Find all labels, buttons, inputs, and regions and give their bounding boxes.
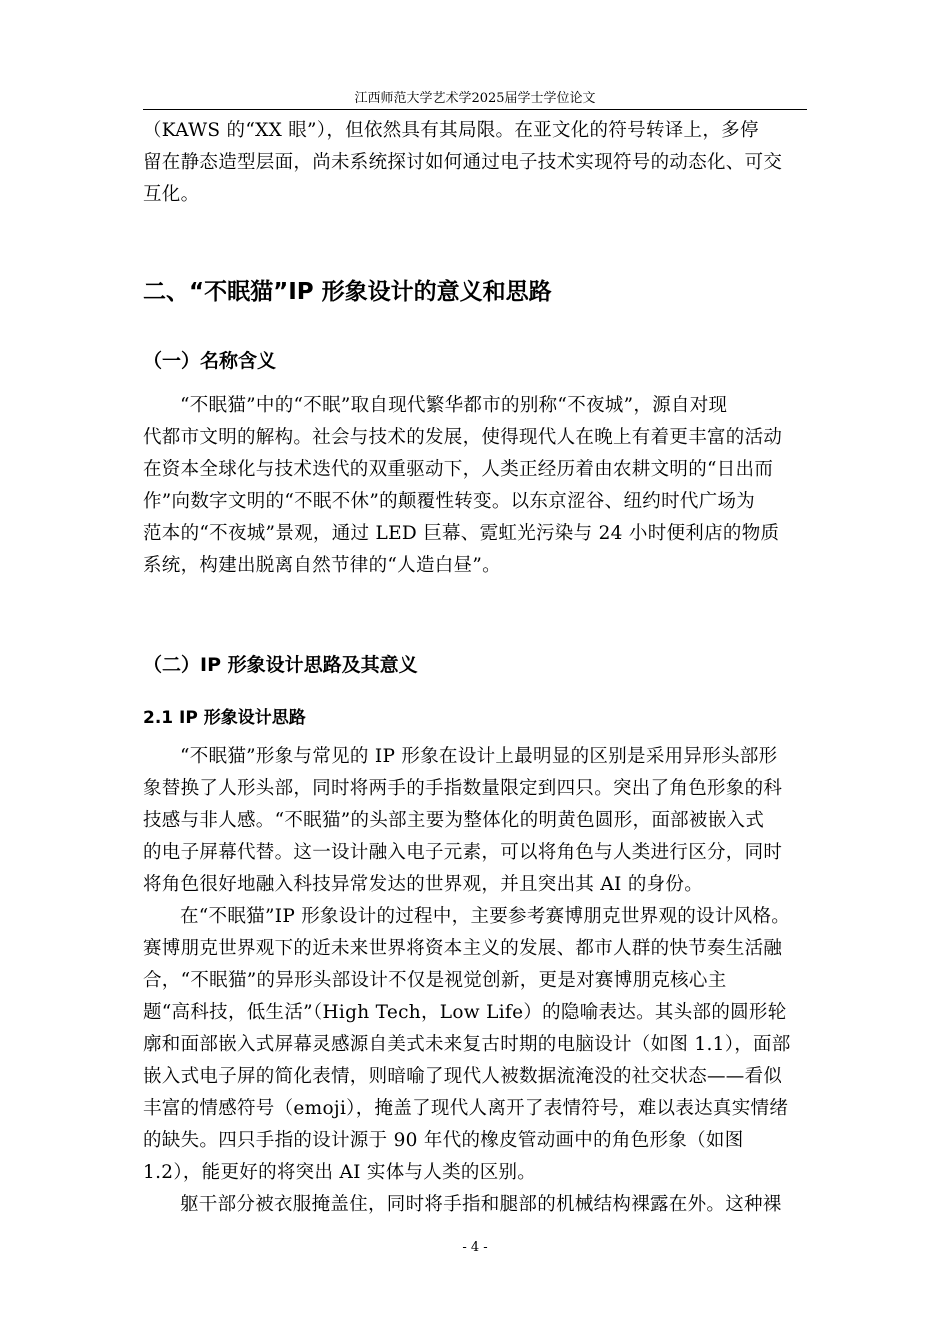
text-line: 留在静态造型层面，尚未系统探讨如何通过电子技术实现符号的动态化、可交	[143, 152, 783, 173]
text-line: 系统，构建出脱离自然节律的“人造白昼”。	[143, 555, 501, 576]
text-line: 1.2），能更好的将突出 AI 实体与人类的区别。	[143, 1162, 537, 1183]
text-line: 技感与非人感。“不眠猫”的头部主要为整体化的明黄色圆形，面部被嵌入式	[143, 810, 765, 831]
text-line: 题“高科技，低生活”（High Tech，Low Life）的隐喻表达。其头部的圆形轮	[143, 1002, 787, 1023]
running-header: 江西师范大学艺术学2025届学士学位论文	[354, 91, 596, 106]
text-line: 象替换了人形头部，同时将两手的手指数量限定到四只。突出了角色形象的科	[143, 778, 783, 799]
text-line: 丰富的情感符号（emoji），掩盖了现代人离开了表情符号，难以表达真实情绪	[143, 1098, 789, 1119]
paragraph-design-idea-2	[143, 901, 807, 1189]
text-line: 合，“不眠猫”的异形头部设计不仅是视觉创新，更是对赛博朋克核心主	[143, 970, 727, 991]
page-number: - 4 -	[462, 1240, 488, 1255]
text-line: 范本的“不夜城”景观，通过 LED 巨幕、霓虹光污染与 24 小时便利店的物质	[143, 523, 780, 544]
text-line: 嵌入式电子屏的简化表情，则暗喻了现代人被数据流淹没的社交状态——看似	[143, 1066, 783, 1087]
paragraph-design-idea-3	[143, 1189, 807, 1221]
text-line: “不眠猫”中的“不眠”取自现代繁华都市的别称“不夜城”，源自对现	[180, 395, 728, 416]
text-line: 在“不眠猫”IP 形象设计的过程中，主要参考赛博朋克世界观的设计风格。	[180, 906, 791, 927]
text-line: （KAWS 的“XX 眼”），但依然具有其局限。在亚文化的符号转译上，多停	[143, 120, 759, 141]
subsection-heading: （二）IP 形象设计思路及其意义	[143, 654, 418, 676]
text-line: 代都市文明的解构。社会与技术的发展，使得现代人在晚上有着更丰富的活动	[143, 427, 783, 448]
text-line: 在资本全球化与技术迭代的双重驱动下，人类正经历着由农耕文明的“日出而	[143, 459, 774, 480]
text-line: “不眠猫”形象与常见的 IP 形象在设计上最明显的区别是采用异形头部形	[180, 746, 778, 767]
text-line: 将角色很好地融入科技异常发达的世界观，并且突出其 AI 的身份。	[143, 874, 704, 895]
text-line: 作”向数字文明的“不眠不休”的颠覆性转变。以东京涩谷、纽约时代广场为	[143, 491, 756, 512]
subsection-heading: （一）名称含义	[143, 350, 277, 372]
paragraph-name-meaning	[143, 390, 807, 582]
paragraph-design-idea-1	[143, 741, 807, 901]
sub-subsection-heading: 2.1 IP 形象设计思路	[143, 708, 306, 728]
section-heading: 二、“不眠猫”IP 形象设计的意义和思路	[143, 279, 552, 305]
intro-paragraph	[143, 115, 807, 211]
text-line: 廓和面部嵌入式屏幕灵感源自美式未来复古时期的电脑设计（如图 1.1），面部	[143, 1034, 791, 1055]
text-line: 躯干部分被衣服掩盖住，同时将手指和腿部的机械结构裸露在外。这种裸	[180, 1194, 782, 1215]
header-rule	[143, 109, 807, 110]
text-line: 赛博朋克世界观下的近未来世界将资本主义的发展、都市人群的快节奏生活融	[143, 938, 783, 959]
text-line: 的缺失。四只手指的设计源于 90 年代的橡皮管动画中的角色形象（如图	[143, 1130, 744, 1151]
text-line: 的电子屏幕代替。这一设计融入电子元素，可以将角色与人类进行区分，同时	[143, 842, 783, 863]
text-line: 互化。	[143, 184, 200, 205]
